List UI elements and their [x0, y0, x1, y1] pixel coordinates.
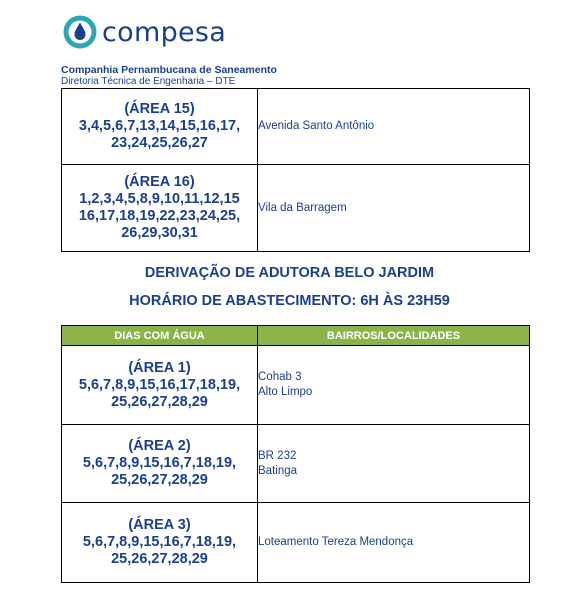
days-line: 1,2,3,4,5,8,9,10,11,12,15 [79, 191, 240, 207]
days-line: 5,6,7,8,9,15,16,17,18,19, [78, 376, 241, 393]
days-cell [62, 425, 258, 503]
compesa-logo [62, 12, 226, 52]
days-line: 25,26,27,28,29 [111, 472, 208, 488]
locality-cell [258, 503, 530, 583]
header-days: DIAS COM ÁGUA [62, 326, 258, 346]
water-drop-logo-icon [62, 14, 98, 50]
table-row [62, 346, 530, 425]
directorate-name: Diretoria Técnica de Engenharia – DTE [61, 76, 236, 87]
days-line: 5,6,7,8,9,15,16,7,18,19, [82, 534, 237, 550]
days-line: 25,26,27,28,29 [111, 393, 208, 410]
schedule-title: HORÁRIO DE ABASTECIMENTO: 6H ÀS 23H59 [129, 293, 450, 309]
area-label: (ÁREA 15) [124, 101, 195, 117]
days-line: 16,17,18,19,22,23,24,25, [78, 208, 241, 224]
area-label: (ÁREA 16) [124, 174, 195, 190]
locality-name: Vila da Barragem [258, 201, 347, 214]
locality-name: Avenida Santo Antônio [258, 120, 375, 132]
area-label: (ÁREA 3) [128, 517, 191, 533]
area-label: (ÁREA 1) [128, 359, 191, 376]
locality-name: Cohab 3 [258, 371, 302, 383]
logo-wordmark: compesa [102, 16, 227, 48]
locality-cell [258, 346, 530, 425]
table-row [62, 425, 530, 503]
locality-name: Loteamento Tereza Mendonça [258, 536, 414, 548]
locality-name: Alto Limpo [258, 386, 313, 398]
locality-cell [258, 165, 530, 252]
days-line: 5,6,7,8,9,15,16,7,18,19, [82, 455, 237, 471]
locality-name: BR 232 [258, 449, 297, 462]
days-line: 26,29,30,31 [121, 225, 198, 241]
days-line: 25,26,27,28,29 [111, 551, 208, 567]
table-row [62, 89, 530, 165]
days-cell [62, 346, 258, 425]
section-title: DERIVAÇÃO DE ADUTORA BELO JARDIM [144, 265, 435, 281]
days-cell [62, 503, 258, 583]
locality-cell [258, 89, 530, 165]
header-localities: BAIRROS/LOCALIDADES [258, 326, 530, 346]
days-cell [62, 89, 258, 165]
table-row [62, 503, 530, 583]
table-row [62, 165, 530, 252]
days-line: 3,4,5,6,7,13,14,15,16,17, [78, 118, 241, 134]
locality-name: Batinga [258, 464, 298, 477]
supply-table-top [61, 88, 530, 252]
table-header-row [62, 326, 530, 346]
area-label: (ÁREA 2) [128, 438, 191, 454]
locality-cell [258, 425, 530, 503]
days-cell [62, 165, 258, 252]
company-name: Companhia Pernambucana de Saneamento [61, 64, 277, 76]
days-line: 23,24,25,26,27 [111, 135, 208, 151]
supply-table-bottom [61, 325, 530, 583]
